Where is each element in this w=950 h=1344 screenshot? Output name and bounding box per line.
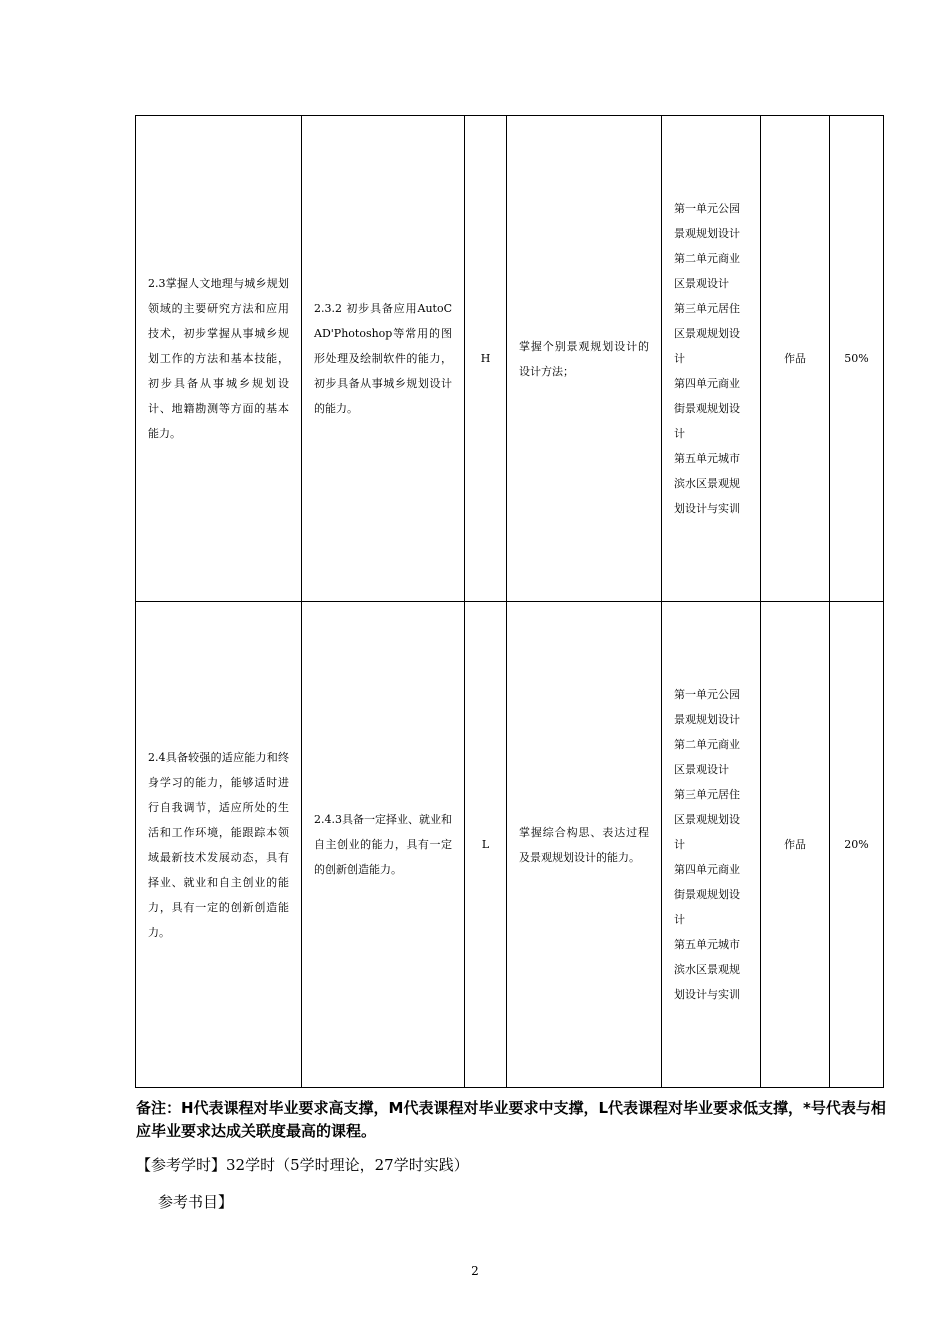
unit-line: 街景观规划设 bbox=[674, 402, 740, 415]
assessment-method-cell: 作品 bbox=[761, 116, 830, 602]
unit-line: 划设计与实训 bbox=[674, 502, 740, 515]
unit-line: 区景观规划设 bbox=[674, 813, 740, 826]
unit-line: 计 bbox=[674, 913, 685, 926]
unit-line: 第五单元城市 bbox=[674, 452, 740, 465]
support-level-cell: L bbox=[465, 602, 507, 1088]
unit-line: 第三单元居住 bbox=[674, 788, 740, 801]
unit-line: 计 bbox=[674, 427, 685, 440]
unit-line: 街景观规划设 bbox=[674, 888, 740, 901]
unit-line: 第二单元商业 bbox=[674, 252, 740, 265]
unit-line: 景观规划设计 bbox=[674, 227, 740, 240]
reference-books-heading: 参考书目】 bbox=[158, 1193, 234, 1211]
graduation-requirement-cell: 2.4具备较强的适应能力和终身学习的能力，能够适时进行自我调节，适应所处的生活和工作环境，能跟踪本领域最新技术发展动态，具有择业、就业和自主创业的能力，具有一定的创新创造能力。 bbox=[136, 602, 302, 1088]
assessment-method-cell: 作品 bbox=[761, 602, 830, 1088]
unit-line: 划设计与实训 bbox=[674, 988, 740, 1001]
table-footnote: 备注：H代表课程对毕业要求高支撑，M代表课程对毕业要求中支撑，L代表课程对毕业要求低支撑，*号代表与相应毕业要求达成关联度最高的课程。 bbox=[136, 1099, 886, 1140]
unit-line: 区景观设计 bbox=[674, 763, 729, 776]
weight-cell: 50% bbox=[830, 116, 884, 602]
unit-line: 第四单元商业 bbox=[674, 377, 740, 390]
unit-line: 景观规划设计 bbox=[674, 713, 740, 726]
reference-hours: 【参考学时】32学时（5学时理论，27学时实践） bbox=[136, 1156, 469, 1174]
unit-line: 第五单元城市 bbox=[674, 938, 740, 951]
course-objective-cell: 掌握综合构思、表达过程及景观规划设计的能力。 bbox=[507, 602, 662, 1088]
unit-line: 滨水区景观规 bbox=[674, 477, 740, 490]
unit-line: 区景观规划设 bbox=[674, 327, 740, 340]
graduation-requirement-cell: 2.3掌握人文地理与城乡规划领域的主要研究方法和应用技术，初步掌握从事城乡规划工作的方法和基本技能，初步具备从事城乡规划设计、地籍勘测等方面的基本能力。 bbox=[136, 116, 302, 602]
teaching-units-cell bbox=[662, 602, 761, 1088]
unit-line: 第一单元公园 bbox=[674, 202, 740, 215]
unit-line: 第二单元商业 bbox=[674, 738, 740, 751]
indicator-point-cell: 2.4.3具备一定择业、就业和自主创业的能力，具有一定的创新创造能力。 bbox=[302, 602, 465, 1088]
unit-line: 滨水区景观规 bbox=[674, 963, 740, 976]
weight-cell: 20% bbox=[830, 602, 884, 1088]
table-row bbox=[136, 116, 884, 602]
page-number: 2 bbox=[471, 1264, 479, 1278]
unit-line: 第一单元公园 bbox=[674, 688, 740, 701]
requirements-table bbox=[135, 115, 884, 1088]
indicator-point-cell: 2.3.2 初步具备应用AutoCAD'Photoshop等常用的图形处理及绘制软件的能力，初步具备从事城乡规划设计的能力。 bbox=[302, 116, 465, 602]
unit-line: 计 bbox=[674, 352, 685, 365]
table-row bbox=[136, 602, 884, 1088]
unit-line: 区景观设计 bbox=[674, 277, 729, 290]
teaching-units-cell bbox=[662, 116, 761, 602]
course-objective-cell: 掌握个别景观规划设计的设计方法； bbox=[507, 116, 662, 602]
unit-line: 第四单元商业 bbox=[674, 863, 740, 876]
support-level-cell: H bbox=[465, 116, 507, 602]
unit-line: 第三单元居住 bbox=[674, 302, 740, 315]
unit-line: 计 bbox=[674, 838, 685, 851]
